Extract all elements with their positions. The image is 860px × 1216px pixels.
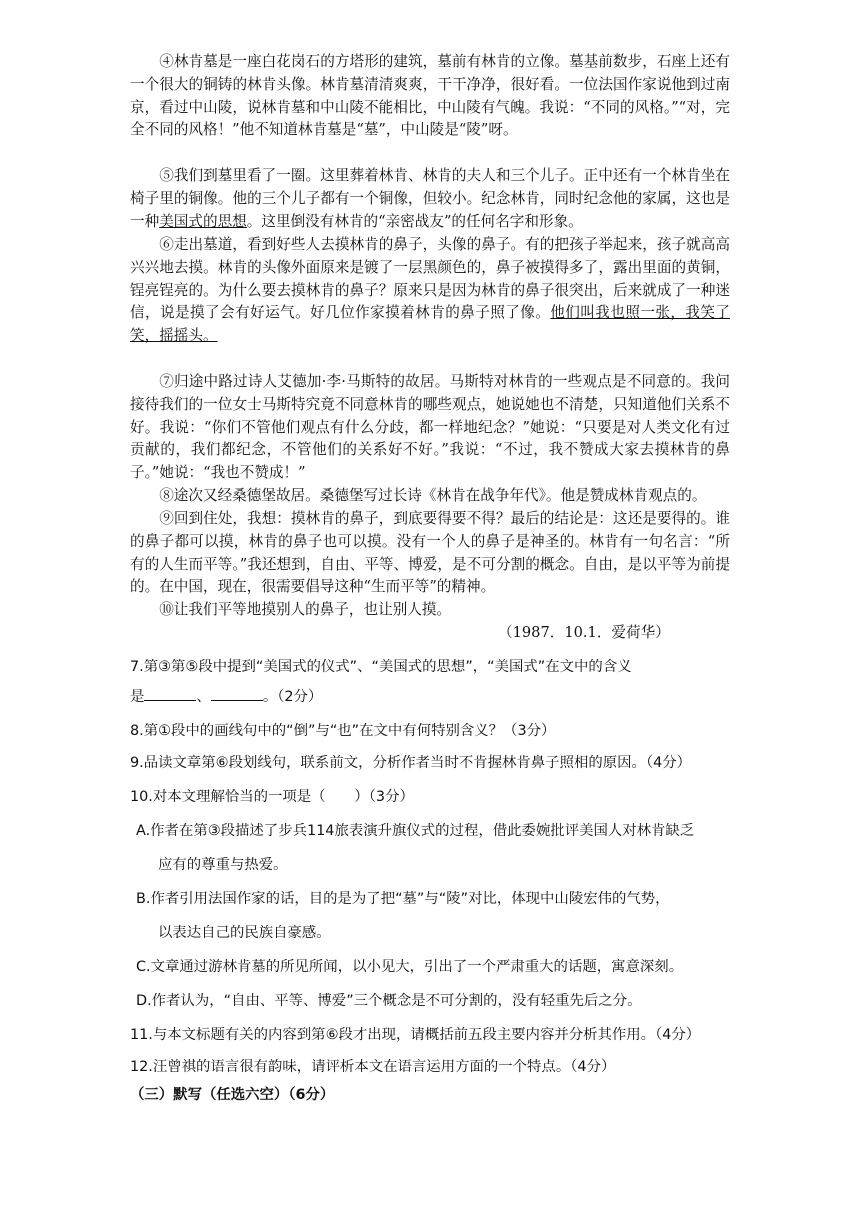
paragraph-9: ⑨回到住处，我想：摸林肯的鼻子，到底要得要不得？最后的结论是：这还是要得的。谁的鼻子都可以摸，林肯的鼻子也可以摸。没有一个人的鼻子是神圣的。林肯有一句名言：“所有的人生而平等。”我还想到，自由、平等、博爱，是不可分割的概念。自由，是以平等为前提的。在中国，现在，很需要倡导这种“生而平等”的精神。	[130, 510, 730, 596]
paragraph-7: ⑦归途中路过诗人艾德加·李·马斯特的故居。马斯特对林肯的一些观点是不同意的。我问接待我们的一位女士马斯特究竟不同意林肯的哪些观点，她说她也不清楚，只知道他们关系不好。我说：“你们不管他们观点有什么分歧，都一样地纪念？”她说：“只要是对人类文化有过贡献的，我们都纪念，不管他们的关系好不好。”我说：“不过，我不赞成大家去摸林肯的鼻子。”她说：“我也不赞成！”	[130, 373, 730, 482]
question-11: 11.与本文标题有关的内容到第⑥段才出现，请概括前五段主要内容并分析其作用。（4分）	[130, 1027, 701, 1043]
question-7-line-1: 7.第③第⑤段中提到“美国式的仪式”、“美国式的思想”，“美国式”在文中的含义	[130, 659, 632, 675]
paragraph-5	[130, 165, 730, 233]
underlined-sentence: 他们叫我也照一张，我笑了笑，摇摇头。	[130, 304, 730, 345]
underlined-phrase: 美国式的思想	[159, 212, 247, 230]
option-d: D.作者认为，“自由、平等、博爱”三个概念是不可分割的，没有轻重先后之分。	[136, 993, 642, 1009]
question-12: 12.汪曾祺的语言很有韵味，请评析本文在语言运用方面的一个特点。（4分）	[130, 1059, 616, 1075]
paragraph-5-text-a: ⑤我们到墓里看了一圈。这里葬着林肯、林肯的夫人和三个儿子。正中还有一个林肯坐在椅子里的铜像。他的三个儿子都有一个铜像，但较小。纪念林肯，同时纪念他的家属，这也是一种	[130, 167, 730, 230]
option-c: C.文章通过游林肯墓的所见所闻，以小见大，引出了一个严肃重大的话题，寓意深刻。	[136, 959, 684, 975]
answer-blank-2	[211, 686, 263, 701]
paragraph-4: ④林肯墓是一座白花岗石的方塔形的建筑，墓前有林肯的立像。墓基前数步，石座上还有一个很大的铜铸的林肯头像。林肯墓清清爽爽，干干净净，很好看。一位法国作家说他到过南京，看过中山陵，说林肯墓和中山陵不能相比，中山陵有气魄。我说：“不同的风格。”“对，完全不同的风格！”他不知道林肯墓是“墓”，中山陵是“陵”呀。	[130, 53, 730, 139]
option-a-line-1: A.作者在第③段描述了步兵114旅表演升旗仪式的过程，借此委婉批评美国人对林肯缺乏	[136, 823, 695, 839]
paragraph-6-text: ⑥走出墓道，看到好些人去摸林肯的鼻子，头像的鼻子。有的把孩子举起来，孩子就高高兴兴地去摸。林肯的头像外面原来是镀了一层黑颜色的，鼻子被摸得多了，露出里面的黄铜，锃亮锃亮的。为什么要去摸林肯的鼻子？原来只是因为林肯的鼻子很突出，后来就成了一种迷信，说是摸了会有好运气。好几位作家摸着林肯的鼻子照了像。	[130, 236, 730, 322]
option-a-line-2: 应有的尊重与热爱。	[158, 857, 288, 873]
answer-blank-1	[144, 686, 196, 701]
question-7-suffix: 。（2分）	[262, 689, 323, 705]
paragraph-5-text-b: 。这里倒没有林肯的“亲密战友”的任何名字和形象。	[246, 212, 583, 230]
paragraph-8: ⑧途次又经桑德堡故居。桑德堡写过长诗《林肯在战争年代》。他是赞成林肯观点的。	[159, 487, 707, 504]
date-signature: （1987．10.1．爱荷华）	[498, 624, 670, 641]
question-7-line-2	[130, 686, 730, 708]
option-b-line-1: B.作者引用法国作家的话，目的是为了把“墓”与“陵”对比，体现中山陵宏伟的气势，	[136, 891, 670, 907]
section-heading: （三）默写（任选六空）（6分）	[130, 1087, 335, 1103]
question-9: 9.品读文章第⑥段划线句，联系前文，分析作者当时不肯握林肯鼻子照相的原因。（4分）	[130, 755, 692, 771]
question-8: 8.第①段中的画线句中的“倒”与“也”在文中有何特别含义？（3分）	[130, 723, 556, 739]
question-7-prefix: 是	[130, 689, 145, 705]
paragraph-10: ⑩让我们平等地摸别人的鼻子，也让别人摸。	[159, 601, 452, 618]
question-7-separator: 、	[196, 689, 211, 705]
option-b-line-2: 以表达自己的民族自豪感。	[158, 925, 331, 941]
paragraph-6	[130, 234, 730, 348]
question-10: 10.对本文理解恰当的一项是（ ）（3分）	[130, 789, 414, 805]
